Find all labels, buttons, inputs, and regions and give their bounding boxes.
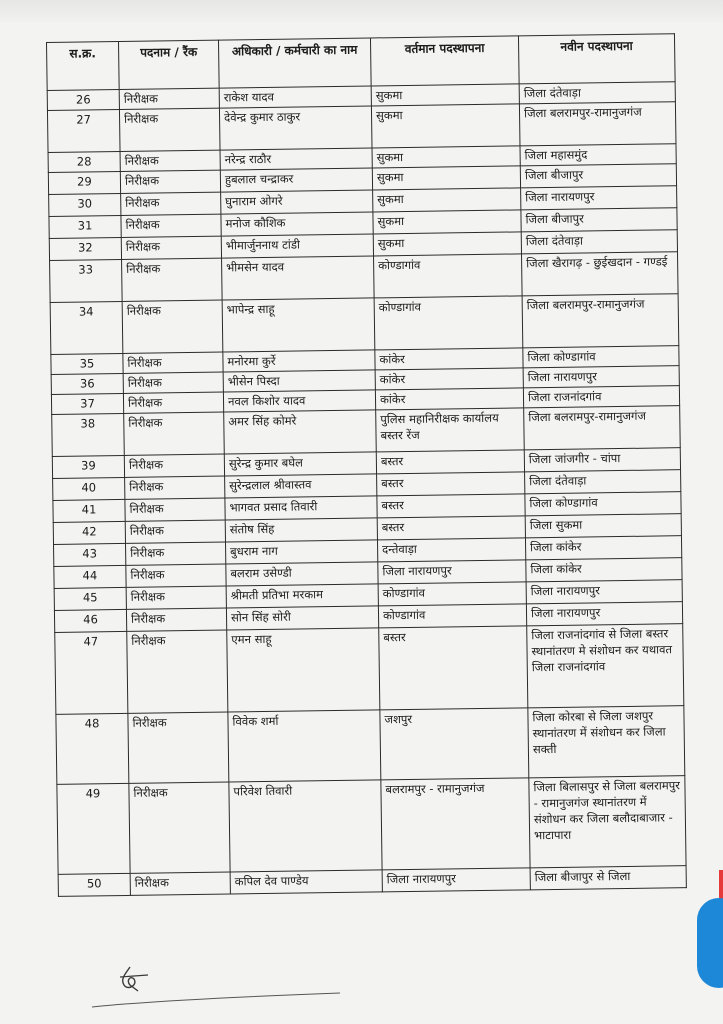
cell-officer-name: सुरेन्द्र कुमार बघेल bbox=[224, 452, 376, 476]
cell-new-posting: जिला बीजापुर bbox=[520, 164, 676, 188]
cell-serial-no: 39 bbox=[52, 455, 124, 478]
header-new-posting: नवीन पदस्थापना bbox=[518, 34, 675, 84]
edge-blue-tab bbox=[697, 898, 723, 988]
cell-new-posting: जिला बीजापुर bbox=[521, 208, 677, 232]
cell-new-posting: जिला बलरामपुर-रामानुजगंज bbox=[524, 406, 681, 450]
cell-current-posting: सुकमा bbox=[371, 84, 519, 106]
cell-officer-name: राकेश यादव bbox=[219, 86, 371, 108]
cell-current-posting: कोण्डागांव bbox=[378, 604, 526, 628]
cell-rank: निरीक्षक bbox=[121, 192, 221, 215]
cell-serial-no: 45 bbox=[54, 587, 126, 610]
table-row bbox=[57, 776, 686, 875]
cell-officer-name: परिवेश तिवारी bbox=[229, 780, 382, 872]
transfer-table bbox=[46, 33, 687, 897]
cell-officer-name: अमर सिंह कोमरे bbox=[224, 410, 377, 454]
cell-officer-name: मनोज कौशिक bbox=[221, 212, 373, 236]
cell-current-posting: सुकमा bbox=[371, 104, 520, 148]
cell-serial-no: 26 bbox=[47, 89, 119, 110]
cell-new-posting: जिला दंतेवाड़ा bbox=[519, 82, 675, 104]
cell-new-posting: जिला नारायणपुर bbox=[526, 580, 682, 604]
cell-new-posting: जिला सुकमा bbox=[525, 514, 681, 538]
cell-new-posting: जिला नारायणपुर bbox=[526, 602, 682, 626]
cell-current-posting: कोण्डागांव bbox=[378, 582, 526, 606]
cell-serial-no: 47 bbox=[55, 631, 128, 714]
cell-current-posting: सुकमा bbox=[373, 232, 521, 256]
header-current-posting: वर्तमान पदस्थापना bbox=[370, 36, 519, 86]
signature-mark bbox=[90, 955, 350, 1015]
scan-top-edge bbox=[0, 0, 723, 22]
table-row bbox=[50, 294, 679, 355]
table-header-row bbox=[47, 34, 676, 91]
cell-officer-name: भीमसेन यादव bbox=[222, 256, 375, 300]
cell-rank: निरीक्षक bbox=[121, 214, 221, 237]
cell-rank: निरीक्षक bbox=[128, 712, 229, 783]
cell-serial-no: 48 bbox=[56, 713, 129, 784]
cell-new-posting: जिला नारायणपुर bbox=[521, 186, 677, 210]
cell-new-posting: जिला दंतेवाड़ा bbox=[521, 230, 677, 254]
cell-new-posting: जिला बलरामपुर-रामानुजगंज bbox=[519, 102, 676, 146]
cell-current-posting: कोण्डागांव bbox=[374, 254, 523, 298]
cell-officer-name: श्रीमती प्रतिभा मरकाम bbox=[226, 584, 378, 608]
cell-current-posting: जिला नारायणपुर bbox=[378, 560, 526, 584]
cell-rank: निरीक्षक bbox=[120, 170, 220, 193]
cell-officer-name: सोन सिंह सोरी bbox=[226, 606, 378, 630]
cell-new-posting: जिला बीजापुर से जिला bbox=[530, 866, 686, 890]
cell-serial-no: 32 bbox=[49, 237, 121, 260]
cell-new-posting: जिला कोण्डागांव bbox=[523, 346, 679, 368]
cell-serial-no: 29 bbox=[48, 171, 120, 194]
cell-rank: निरीक्षक bbox=[119, 88, 219, 109]
cell-officer-name: सुरेन्द्रलाल श्रीवास्तव bbox=[225, 474, 377, 498]
cell-rank: निरीक्षक bbox=[122, 300, 223, 353]
cell-officer-name: नवल किशोर यादव bbox=[223, 390, 375, 412]
cell-rank: निरीक्षक bbox=[123, 352, 223, 373]
cell-serial-no: 49 bbox=[57, 783, 130, 874]
cell-rank: निरीक्षक bbox=[119, 108, 220, 151]
cell-current-posting: दन्तेवाड़ा bbox=[377, 538, 525, 562]
cell-new-posting: जिला राजनांदगांव bbox=[523, 386, 679, 408]
cell-current-posting: बस्तर bbox=[377, 516, 525, 540]
cell-rank: निरीक्षक bbox=[129, 782, 230, 873]
cell-rank: निरीक्षक bbox=[122, 258, 223, 301]
cell-current-posting: कांकेर bbox=[375, 368, 523, 390]
cell-serial-no: 34 bbox=[50, 301, 123, 354]
table-row bbox=[55, 624, 684, 715]
cell-current-posting: सुकमा bbox=[373, 188, 521, 212]
cell-current-posting: कांकेर bbox=[375, 348, 523, 370]
cell-new-posting: जिला कोरबा से जिला जशपुर स्थानांतरण में संशोधन कर जिला सक्ती bbox=[528, 706, 685, 778]
cell-new-posting: जिला राजनांदगांव से जिला बस्तर स्थानांतरण मे संशोधन कर यथावत जिला राजनांदगांव bbox=[527, 624, 684, 708]
cell-serial-no: 38 bbox=[52, 413, 125, 456]
cell-rank: निरीक्षक bbox=[126, 608, 226, 631]
cell-current-posting: जिला नारायणपुर bbox=[382, 868, 530, 892]
cell-officer-name: भागवत प्रसाद तिवारी bbox=[225, 496, 377, 520]
cell-serial-no: 41 bbox=[53, 499, 125, 522]
cell-rank: निरीक्षक bbox=[125, 476, 225, 499]
cell-rank: निरीक्षक bbox=[124, 412, 225, 455]
cell-officer-name: मनोरमा कुर्रे bbox=[223, 350, 375, 372]
cell-rank: निरीक्षक bbox=[125, 498, 225, 521]
cell-new-posting: जिला नारायणपुर bbox=[523, 366, 679, 388]
cell-current-posting: जशपुर bbox=[380, 708, 529, 780]
cell-serial-no: 43 bbox=[54, 543, 126, 566]
cell-officer-name: बुधराम नाग bbox=[225, 540, 377, 564]
cell-current-posting: बस्तर bbox=[377, 494, 525, 518]
cell-officer-name: हुबलाल चन्द्राकर bbox=[220, 168, 372, 192]
cell-officer-name: नरेन्द्र राठौर bbox=[220, 148, 372, 170]
cell-serial-no: 27 bbox=[47, 109, 120, 152]
cell-officer-name: देवेन्द्र कुमार ठाकुर bbox=[219, 106, 372, 150]
cell-new-posting: जिला बलरामपुर-रामानुजगंज bbox=[522, 294, 679, 348]
cell-serial-no: 37 bbox=[51, 393, 123, 414]
cell-officer-name: भीमार्जुननाथ टांडी bbox=[221, 234, 373, 258]
cell-rank: निरीक्षक bbox=[126, 542, 226, 565]
header-officer-name: अधिकारी / कर्मचारी का नाम bbox=[218, 38, 371, 88]
cell-new-posting: जिला कांकेर bbox=[526, 558, 682, 582]
cell-current-posting: बस्तर bbox=[376, 450, 524, 474]
cell-new-posting: जिला दंतेवाड़ा bbox=[525, 470, 681, 494]
cell-serial-no: 28 bbox=[48, 151, 120, 172]
cell-officer-name: विवेक शर्मा bbox=[228, 710, 381, 782]
cell-rank: निरीक्षक bbox=[121, 236, 221, 259]
cell-rank: निरीक्षक bbox=[120, 150, 220, 171]
header-serial-no: स.क्र. bbox=[47, 41, 120, 90]
cell-serial-no: 30 bbox=[49, 193, 121, 216]
cell-current-posting: पुलिस महानिरीक्षक कार्यालय बस्तर रेंज bbox=[376, 408, 525, 452]
table-row bbox=[56, 706, 685, 785]
cell-rank: निरीक्षक bbox=[124, 454, 224, 477]
cell-officer-name: बलराम उसेण्डी bbox=[226, 562, 378, 586]
cell-serial-no: 31 bbox=[49, 215, 121, 238]
cell-serial-no: 42 bbox=[53, 521, 125, 544]
cell-rank: निरीक्षक bbox=[123, 392, 223, 413]
cell-serial-no: 50 bbox=[58, 873, 130, 896]
cell-officer-name: एमन साहू bbox=[227, 628, 380, 712]
cell-current-posting: कांकेर bbox=[375, 388, 523, 410]
cell-new-posting: जिला कोण्डागांव bbox=[525, 492, 681, 516]
cell-serial-no: 40 bbox=[53, 477, 125, 500]
cell-rank: निरीक्षक bbox=[126, 586, 226, 609]
cell-serial-no: 46 bbox=[54, 609, 126, 632]
cell-rank: निरीक्षक bbox=[130, 872, 230, 895]
cell-rank: निरीक्षक bbox=[125, 520, 225, 543]
cell-current-posting: सुकमा bbox=[372, 166, 520, 190]
cell-current-posting: सुकमा bbox=[373, 210, 521, 234]
cell-officer-name: कपिल देव पाण्डेय bbox=[230, 870, 382, 894]
cell-rank: निरीक्षक bbox=[127, 630, 228, 713]
cell-rank: निरीक्षक bbox=[126, 564, 226, 587]
cell-new-posting: जिला महासमुंद bbox=[520, 144, 676, 166]
cell-officer-name: भापेन्द्र साहू bbox=[222, 298, 375, 352]
cell-new-posting: जिला बिलासपुर से जिला बलरामपुर - रामानुजगंज स्थानांतरण में संशोधन कर जिला बलौदाबाजार - भाटापारा bbox=[529, 776, 686, 868]
cell-current-posting: बस्तर bbox=[377, 472, 525, 496]
cell-current-posting: सुकमा bbox=[372, 146, 520, 168]
header-rank: पदनाम / रैंक bbox=[118, 40, 219, 89]
cell-officer-name: भीसेन पिस्दा bbox=[223, 370, 375, 392]
cell-serial-no: 33 bbox=[50, 259, 123, 302]
cell-officer-name: संतोष सिंह bbox=[225, 518, 377, 542]
cell-serial-no: 35 bbox=[51, 353, 123, 374]
cell-new-posting: जिला जांजगीर - चांपा bbox=[524, 448, 680, 472]
cell-serial-no: 44 bbox=[54, 565, 126, 588]
cell-current-posting: कोण्डागांव bbox=[374, 296, 523, 350]
cell-rank: निरीक्षक bbox=[123, 372, 223, 393]
cell-new-posting: जिला कांकेर bbox=[525, 536, 681, 560]
cell-serial-no: 36 bbox=[51, 373, 123, 394]
cell-officer-name: घुनाराम ओगरे bbox=[221, 190, 373, 214]
cell-current-posting: बस्तर bbox=[379, 626, 528, 710]
cell-new-posting: जिला खैरागढ़ - छुईखदान - गण्डई bbox=[522, 252, 679, 296]
cell-current-posting: बलरामपुर - रामानुजगंज bbox=[381, 778, 530, 870]
